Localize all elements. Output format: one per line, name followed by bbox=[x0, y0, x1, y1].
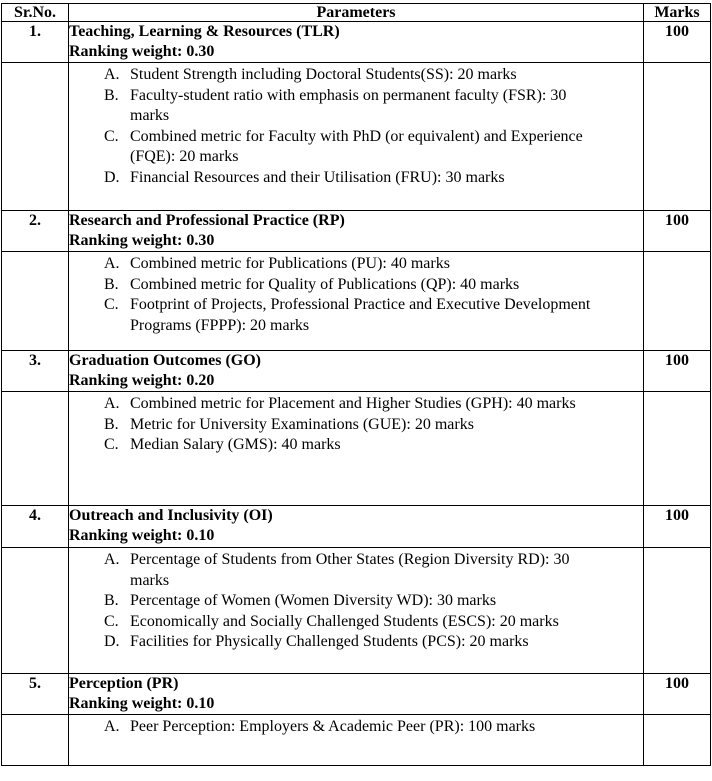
sub-parameter-list bbox=[69, 550, 643, 653]
empty-cell bbox=[2, 548, 69, 674]
parameters-table bbox=[1, 3, 711, 766]
sub-parameters-cell bbox=[69, 548, 644, 674]
list-item: A. Student Strength including Doctoral Students(SS): 20 marks bbox=[104, 66, 517, 83]
header-row bbox=[2, 4, 711, 22]
table-row bbox=[2, 506, 711, 548]
parameter-title-cell bbox=[69, 22, 644, 63]
empty-cell bbox=[2, 63, 69, 211]
empty-cell bbox=[2, 392, 69, 506]
sub-parameter-list bbox=[69, 254, 643, 336]
sub-parameters-cell bbox=[69, 63, 644, 211]
marks-value: 100 bbox=[644, 506, 711, 548]
parameter-title-cell bbox=[69, 211, 644, 252]
sub-parameter-list bbox=[69, 717, 643, 738]
sub-parameters-cell bbox=[69, 392, 644, 506]
ranking-weight: Ranking weight: 0.30 bbox=[69, 43, 215, 60]
list-item: C. Combined metric for Faculty with PhD (or equivalent) and Experience (FQE): 20 marks bbox=[104, 127, 583, 165]
list-item: D. Financial Resources and their Utilisation (FRU): 30 marks bbox=[104, 168, 505, 186]
table-row-details bbox=[2, 63, 711, 211]
marks-value: 100 bbox=[644, 22, 711, 63]
empty-cell bbox=[644, 548, 711, 674]
list-item: A. Peer Perception: Employers & Academic Peer (PR): 100 marks bbox=[104, 718, 536, 735]
parameter-title-cell bbox=[69, 351, 644, 392]
table-row-details bbox=[2, 548, 711, 674]
table-row bbox=[2, 674, 711, 715]
parameter-title: Research and Professional Practice (RP) bbox=[69, 212, 345, 229]
table-row bbox=[2, 351, 711, 392]
list-item: B. Metric for University Examinations (GUE): 20 marks bbox=[104, 415, 474, 433]
table-row-details bbox=[2, 252, 711, 351]
empty-cell bbox=[2, 715, 69, 766]
parameter-title: Outreach and Inclusivity (OI) bbox=[69, 507, 273, 524]
parameter-title: Teaching, Learning & Resources (TLR) bbox=[69, 23, 340, 40]
empty-cell bbox=[644, 63, 711, 211]
list-item: B. Combined metric for Quality of Publications (QP): 40 marks bbox=[104, 275, 520, 293]
row-number: 5. bbox=[2, 674, 69, 715]
list-item: C. Median Salary (GMS): 40 marks bbox=[104, 436, 341, 453]
parameter-title-cell bbox=[69, 674, 644, 715]
ranking-weight: Ranking weight: 0.10 bbox=[69, 695, 215, 712]
sub-parameter-list bbox=[69, 65, 643, 188]
parameter-title-cell bbox=[69, 506, 644, 548]
list-item: C. Footprint of Projects, Professional Practice and Executive Development Programs (FPPP): 20 marks bbox=[104, 296, 591, 334]
row-number: 2. bbox=[2, 211, 69, 252]
marks-value: 100 bbox=[644, 674, 711, 715]
row-number: 4. bbox=[2, 506, 69, 548]
empty-cell bbox=[644, 392, 711, 506]
marks-value: 100 bbox=[644, 351, 711, 392]
row-number: 3. bbox=[2, 351, 69, 392]
empty-cell bbox=[644, 252, 711, 351]
list-item: A. Combined metric for Placement and Higher Studies (GPH): 40 marks bbox=[104, 395, 576, 412]
header-marks: Marks bbox=[644, 4, 711, 22]
empty-cell bbox=[644, 715, 711, 766]
table-row-details bbox=[2, 392, 711, 506]
ranking-weight: Ranking weight: 0.30 bbox=[69, 232, 215, 249]
sub-parameter-list bbox=[69, 394, 643, 456]
marks-value: 100 bbox=[644, 211, 711, 252]
table-row-details bbox=[2, 715, 711, 766]
list-item: D. Facilities for Physically Challenged Students (PCS): 20 marks bbox=[104, 633, 529, 650]
sub-parameters-cell bbox=[69, 715, 644, 766]
table-row bbox=[2, 211, 711, 252]
list-item: A. Combined metric for Publications (PU): 40 marks bbox=[104, 255, 450, 272]
parameter-title: Perception (PR) bbox=[69, 675, 179, 692]
sub-parameters-cell bbox=[69, 252, 644, 351]
ranking-weight: Ranking weight: 0.10 bbox=[69, 527, 215, 544]
ranking-weight: Ranking weight: 0.20 bbox=[69, 372, 215, 389]
list-item: A. Percentage of Students from Other States (Region Diversity RD): 30 marks bbox=[104, 551, 570, 589]
row-number: 1. bbox=[2, 22, 69, 63]
list-item: B. Faculty-student ratio with emphasis on permanent faculty (FSR): 30 marks bbox=[104, 86, 567, 124]
empty-cell bbox=[2, 252, 69, 351]
header-srno: Sr.No. bbox=[2, 4, 69, 22]
list-item: C. Economically and Socially Challenged Students (ESCS): 20 marks bbox=[104, 612, 559, 630]
parameter-title: Graduation Outcomes (GO) bbox=[69, 352, 261, 369]
table-row bbox=[2, 22, 711, 63]
header-parameters: Parameters bbox=[69, 4, 644, 22]
list-item: B. Percentage of Women (Women Diversity WD): 30 marks bbox=[104, 592, 497, 609]
